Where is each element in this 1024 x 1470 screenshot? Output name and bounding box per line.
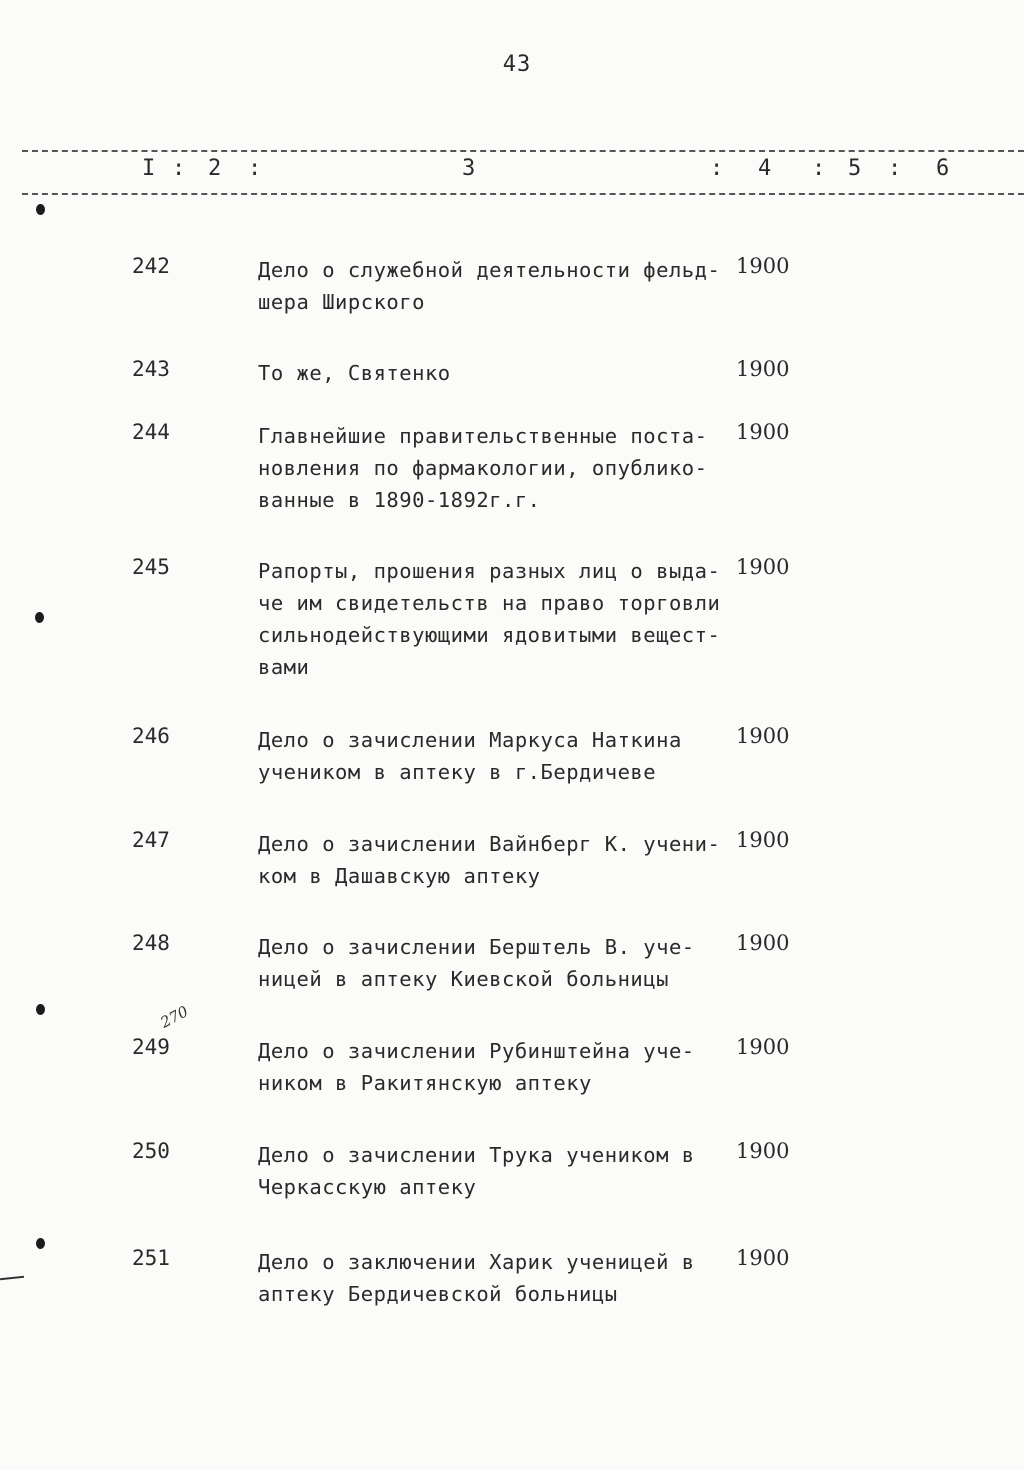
column-separator: :: [172, 156, 186, 181]
entry-year: 1900: [736, 931, 790, 955]
column-separator: :: [248, 156, 262, 181]
column-header-row: [0, 156, 1024, 186]
column-header-6: 6: [936, 156, 950, 181]
page-number: 43: [502, 52, 532, 77]
margin-pen-mark: [0, 1276, 24, 1280]
entry-title: Дело о зачислении Трука учеником в Черкасскую аптеку: [258, 1143, 695, 1199]
entry-year: 1900: [736, 1139, 790, 1163]
table-top-rule: [22, 150, 1024, 152]
entry-year: 1900: [736, 555, 790, 579]
entry-title: Дело о зачислении Вайнберг К. учени- ком в Дашавскую аптеку: [258, 832, 721, 888]
binding-hole-mark: [36, 1238, 45, 1249]
entry-number: 244: [132, 420, 170, 444]
column-separator: :: [710, 156, 724, 181]
entry-title: Дело о заключении Харик ученицей в аптеку Бердичевской больницы: [258, 1250, 695, 1306]
entry-title: Главнейшие правительственные поста- новления по фармакологии, опублико- ванные в 1890-1892г.г.: [258, 424, 708, 512]
column-header-4: 4: [758, 156, 772, 181]
column-header-1: I: [142, 156, 156, 181]
entry-year: 1900: [736, 1035, 790, 1059]
entry-number: 250: [132, 1139, 170, 1163]
entry-title: Дело о зачислении Маркуса Наткина учеником в аптеку в г.Бердичеве: [258, 728, 682, 784]
column-separator: :: [812, 156, 826, 181]
entry-year: 1900: [736, 357, 790, 381]
entry-number: 251: [132, 1246, 170, 1270]
entry-title: Дело о зачислении Рубинштейна уче- ником в Ракитянскую аптеку: [258, 1039, 695, 1095]
entry-number: 243: [132, 357, 170, 381]
entry-year: 1900: [736, 254, 790, 278]
binding-hole-mark: [35, 612, 44, 623]
entry-year: 1900: [736, 828, 790, 852]
entry-number: 246: [132, 724, 170, 748]
entry-title: То же, Святенко: [258, 361, 451, 385]
column-separator: :: [888, 156, 902, 181]
binding-hole-mark: [36, 1004, 45, 1015]
entry-title: Рапорты, прошения разных лиц о выда- че им свидетельств на право торговли сильнодействующими ядовитыми вещест- вами: [258, 559, 721, 679]
entry-title: Дело о зачислении Берштель В. уче- ницей в аптеку Киевской больницы: [258, 935, 695, 991]
entry-number: 242: [132, 254, 170, 278]
entry-year: 1900: [736, 420, 790, 444]
column-header-2: 2: [208, 156, 222, 181]
column-header-5: 5: [848, 156, 862, 181]
entry-title: Дело о служебной деятельности фельд- шера Ширского: [258, 258, 721, 314]
table-header-rule: [22, 193, 1024, 195]
entry-number: 249: [132, 1035, 170, 1059]
entry-number: 247: [132, 828, 170, 852]
entry-year: 1900: [736, 724, 790, 748]
entry-number: 248: [132, 931, 170, 955]
handwritten-note: 270: [157, 1002, 192, 1032]
column-header-3: 3: [462, 156, 476, 181]
entry-number: 245: [132, 555, 170, 579]
binding-hole-mark: [36, 204, 45, 215]
entry-year: 1900: [736, 1246, 790, 1270]
